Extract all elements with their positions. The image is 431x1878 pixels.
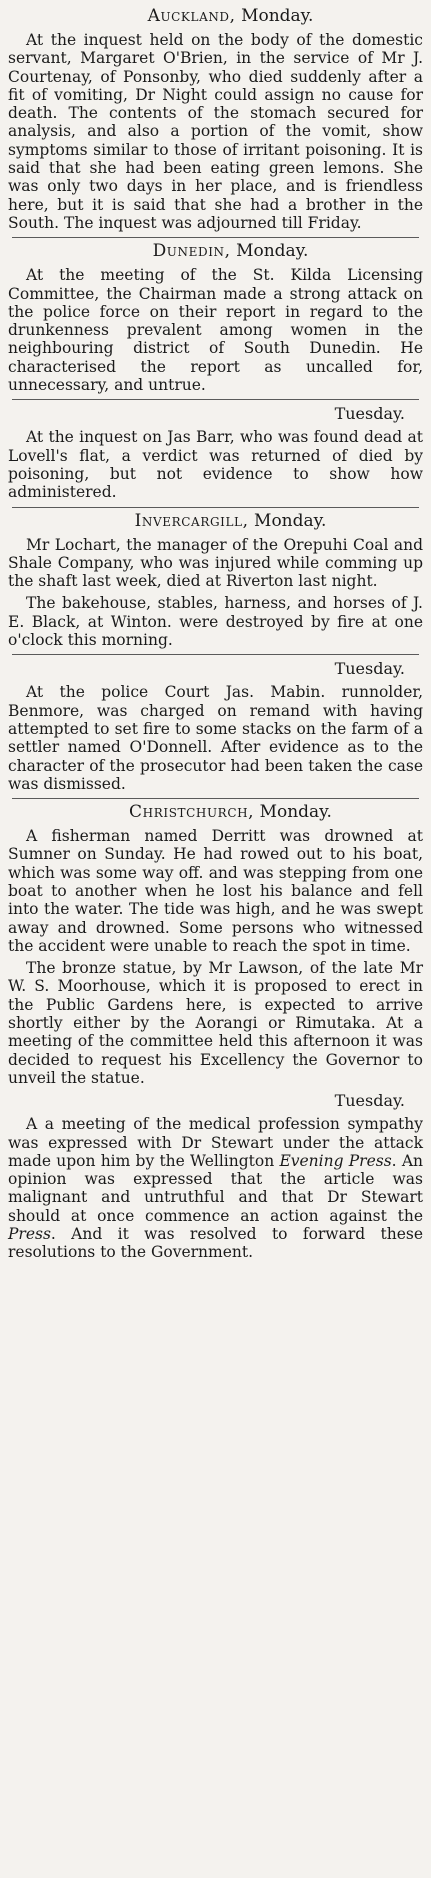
news-section-auckland [8,6,423,232]
dateline-day: Monday. [254,510,327,531]
news-paragraph-press: A a meeting of the medical profession sympathy was expressed with Dr Stewart under the attack made upon him by the Wellington Evening Press. An opinion was expressed that the article was malignant and untruthful and that Dr Stewart should at once commence an action against the Press. And it was resolved to forward these resolutions to the Government. [8,1115,423,1262]
dateline-invercargill [8,511,423,532]
dateline-dunedin [8,241,423,262]
news-paragraph: At the inquest held on the body of the domestic servant, Margaret O'Brien, in the service of Mr J. Courtenay, of Ponsonby, who died suddenly after a fit of vomiting, Dr Night could assign no cause for death. The contents of the stomach secured for analysis, and also a portion of the vomit, show symptoms similar to those of irritant poisoning. It is said that she had been eating green lemons. She was only two days in her place, and is friendless here, but it is said that she had a brother in the South. The inquest was adjourned till Friday. [8,31,423,232]
news-paragraph: The bronze statue, by Mr Lawson, of the late Mr W. S. Moorhouse, which it is proposed to erect in the Public Gardens here, is expected to arrive shortly either by the Aorangi or Rimutaka. At a meeting of the committee held this afternoon it was decided to request his Excellency the Governor to unveil the statue. [8,959,423,1087]
section-divider [12,798,419,799]
dateline-day: Monday. [259,802,332,823]
dateline-christchurch [8,802,423,823]
dateline-day: Monday. [236,241,309,262]
dateline-place: Christchurch, [129,802,255,823]
news-paragraph: The bakehouse, stables, harness, and horses of J. E. Black, at Winton. were destroyed by fire at one o'clock this morning. [8,594,423,650]
dateline-place: Invercargill, [134,510,249,531]
news-section-dunedin [8,241,423,501]
dayline-tuesday: Tuesday. [334,1091,405,1111]
news-paragraph: At the inquest on Jas Barr, who was found dead at Lovell's flat, a verdict was returned of died by poisoning, but not evidence to show how administered. [8,428,423,502]
dayline-tuesday: Tuesday. [334,659,405,679]
news-paragraph: At the meeting of the St. Kilda Licensing Committee, the Chairman made a strong attack on the police force on their report in regard to the drunkenness prevalent among women in the neighbouring district of South Dunedin. He characterised the report as uncalled for, unnecessary, and untrue. [8,266,423,395]
section-divider [12,237,419,238]
dateline-day: Monday. [241,6,314,26]
section-divider [12,507,419,508]
news-paragraph: A fisherman named Derritt was drowned at Sumner on Sunday. He had rowed out to his boat, which was some way off. and was stepping from one boat to another when he lost his balance and fell into the water. The tide was high, and he was swept away and drowned. Some persons who witnessed the accident were unable to reach the spot in time. [8,827,423,955]
news-section-christchurch [8,802,423,1262]
dateline-auckland [8,6,423,27]
subsection-divider [12,399,419,400]
subsection-divider [12,654,419,655]
dateline-place: Dunedin, [152,241,231,262]
news-paragraph: At the police Court Jas. Mabin. runnolder, Benmore, was charged on remand with having attempted to set fire to some stacks on the farm of a settler named O'Donnell. After evidence as to the character of the prosecutor had been taken the case was dismissed. [8,683,423,793]
news-paragraph: Mr Lochart, the manager of the Orepuhi Coal and Shale Company, who was injured while comming up the shaft last week, died at Riverton last night. [8,535,423,591]
dateline-place: Auckland, [147,6,236,26]
dayline-tuesday: Tuesday. [334,404,405,424]
news-section-invercargill [8,511,423,794]
